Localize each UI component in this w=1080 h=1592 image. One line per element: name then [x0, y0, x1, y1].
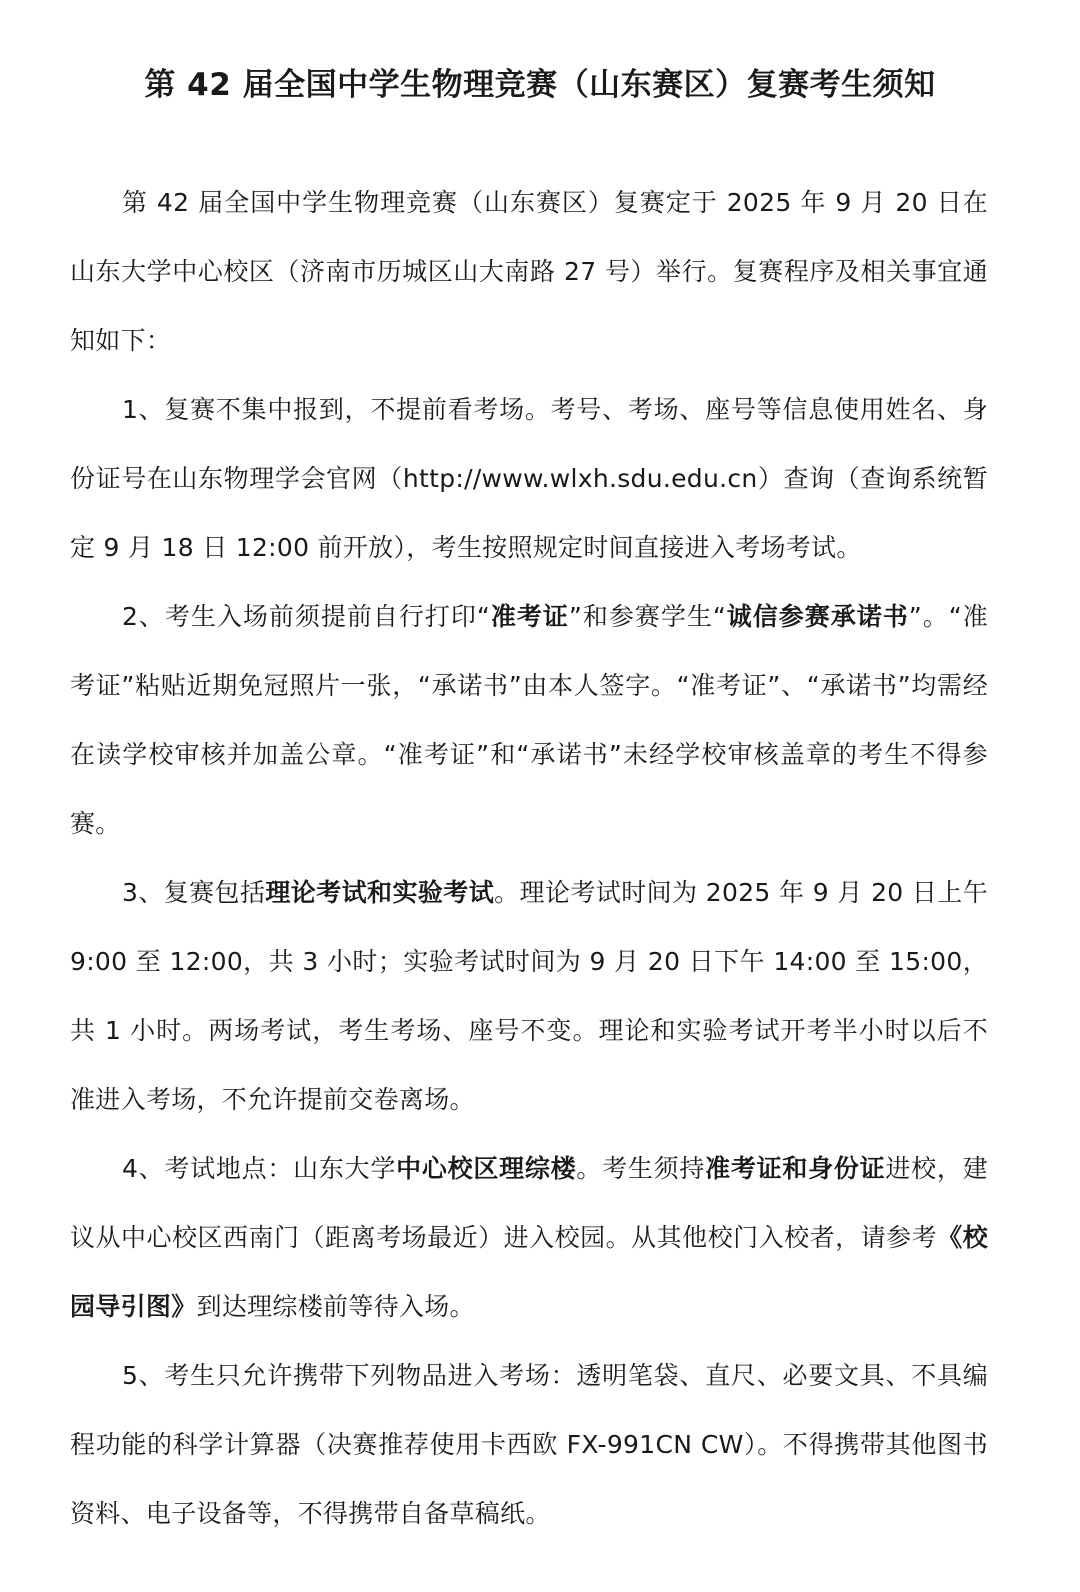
- item-4-bold-documents: 准考证和身份证: [705, 1154, 886, 1183]
- notice-body: [70, 168, 988, 1548]
- item-2-text: ”。“准考证”粘贴近期免冠照片一张，“承诺书”由本人签字。“准考证”、“承诺书”均需经在读学校审核并加盖公章。“准考证”和“承诺书”未经学校审核盖章的考生不得参赛。: [70, 602, 989, 838]
- item-4-bold-building: 中心校区理综楼: [396, 1154, 577, 1183]
- item-2-bold-admission-ticket: 准考证: [490, 602, 569, 631]
- item-2-bold-integrity-pledge: 诚信参赛承诺书: [726, 602, 909, 631]
- item-4-text: 。考生须持: [576, 1154, 706, 1183]
- item-4-bold-campus-map: 《校园导引图》: [70, 1223, 988, 1321]
- item-4-text: 到达理综楼前等待入场。: [196, 1292, 475, 1321]
- item-2-paragraph: [70, 582, 988, 858]
- item-2-text: 2、考生入场前须提前自行打印“: [122, 602, 491, 631]
- item-4-text: 进校，建议从中心校区西南门（距离考场最近）进入校园。从其他校门入校者，请参考: [70, 1154, 988, 1252]
- page-title: 第 42 届全国中学生物理竞赛（山东赛区）复赛考生须知: [144, 66, 936, 103]
- item-5-paragraph: 5、考生只允许携带下列物品进入考场：透明笔袋、直尺、必要文具、不具编程功能的科学计算器（决赛推荐使用卡西欧 FX-991CN CW）。不得携带其他图书资料、电子设备等，不得携带自备草稿纸。: [70, 1361, 988, 1528]
- item-3-paragraph: [70, 858, 988, 1134]
- item-4-text: 4、考试地点：山东大学: [122, 1154, 397, 1183]
- item-3-bold-exam-types: 理论考试和实验考试: [265, 878, 495, 907]
- intro-paragraph: 第 42 届全国中学生物理竞赛（山东赛区）复赛定于 2025 年 9 月 20 日在山东大学中心校区（济南市历城区山大南路 27 号）举行。复赛程序及相关事宜通知如下：: [70, 188, 988, 355]
- item-3-text: 。理论考试时间为 2025 年 9 月 20 日上午 9:00 至 12:00，共 3 小时；实验考试时间为 9 月 20 日下午 14:00 至 15:00，共 1 小时。两场考试，考生考场、座号不变。理论和实验考试开考半小时以后不准进入考场，不允许提前交卷离场。: [70, 878, 988, 1114]
- item-2-text: ”和参赛学生“: [568, 602, 727, 631]
- item-4-paragraph: [70, 1134, 988, 1341]
- item-3-text: 3、复赛包括: [122, 878, 266, 907]
- item-1-paragraph: 1、复赛不集中报到，不提前看考场。考号、考场、座号等信息使用姓名、身份证号在山东物理学会官网（http://www.wlxh.sdu.edu.cn）查询（查询系统暂定 9 月 18 日 12:00 前开放），考生按照规定时间直接进入考场考试。: [70, 395, 988, 562]
